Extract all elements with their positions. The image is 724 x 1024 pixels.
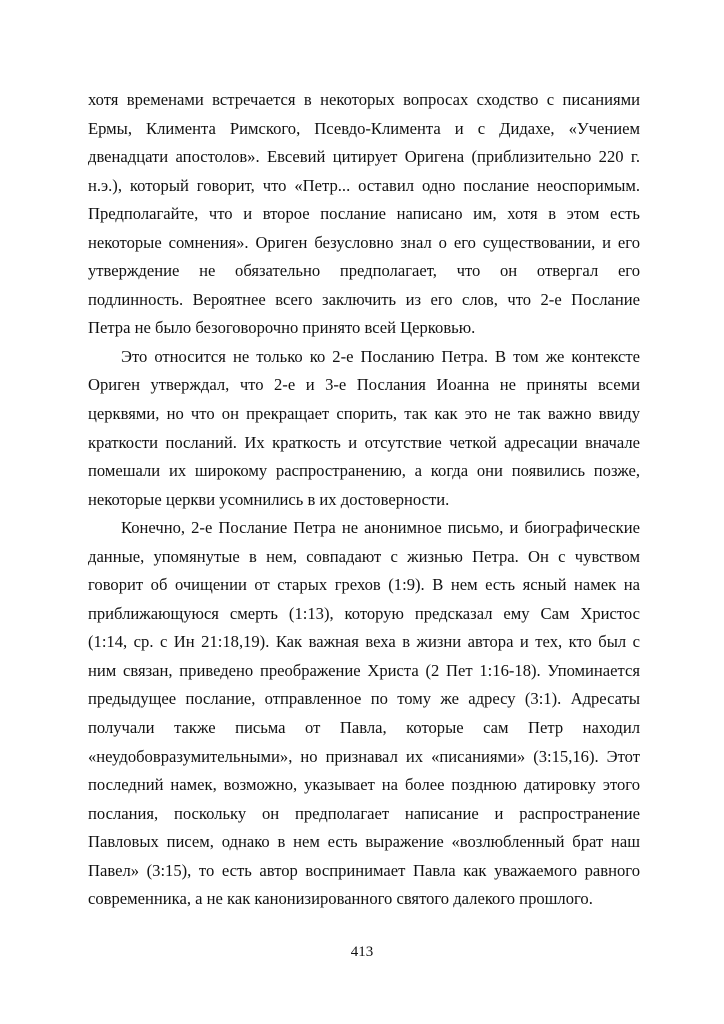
text-line: церквями, но что он прекращает спорить, так как это не так важно ввиду [88,404,640,424]
text-line: некоторые сомнения». Ориген безусловно знал о его существовании, и его [88,232,640,252]
text-line: современника, а не как канонизированного святого далекого прошлого. [88,889,593,909]
paragraph [88,343,640,514]
text-line: говорит об очищении от старых грехов (1:9). В нем есть ясный намек на [88,575,640,595]
text-line: Ориген утверждал, что 2-е и 3-е Послания Иоанна не приняты всеми [88,375,640,395]
text-line: Павловых писем, однако в нем есть выражение «возлюбленный брат наш [88,832,640,852]
text-line: Предполагайте, что и второе послание написано им, хотя в этом есть [88,204,640,224]
text-line: краткости посланий. Их краткость и отсутствие четкой адресации вначале [88,432,640,452]
text-line: Конечно, 2-е Послание Петра не анонимное письмо, и биографические [121,518,640,538]
body-text [88,86,640,914]
text-line: хотя временами встречается в некоторых вопросах сходство с писаниями [88,90,640,109]
text-line: н.э.), который говорит, что «Петр... оставил одно послание неоспоримым. [88,175,640,195]
text-line: Петра не было безоговорочно принято всей Церковью. [88,318,476,338]
text-line: Павел» (3:15), то есть автор воспринимает Павла как уважаемого равного [88,860,640,880]
paragraph [88,514,640,914]
text-line: данные, упомянутые в нем, совпадают с жизнью Петра. Он с чувством [88,546,640,566]
text-line: Ермы, Климента Римского, Псевдо-Климента и с Дидахе, «Учением [88,118,640,138]
text-line: приближающуюся смерть (1:13), которую предсказал ему Сам Христос [88,603,640,623]
text-line: последний намек, возможно, указывает на более позднюю датировку этого [88,775,640,795]
text-line: (1:14, ср. с Ин 21:18,19). Как важная веха в жизни автора и тех, кто был с [88,632,640,652]
text-line: помешали их широкому распространению, а когда они появились позже, [88,461,640,481]
paragraph [88,86,640,343]
text-line: утверждение не обязательно предполагает, что он отвергал его [88,261,640,281]
text-line: двенадцати апостолов». Евсевий цитирует Оригена (приблизительно 220 г. [88,147,640,167]
text-line: некоторые церкви усомнились в их достоверности. [88,489,450,509]
text-line: Это относится не только ко 2-е Посланию Петра. В том же контексте [121,346,640,366]
text-line: «неудобовразумительными», но признавал их «писаниями» (3:15,16). Этот [88,746,640,766]
text-line: ним связан, приведено преображение Христа (2 Пет 1:16-18). Упоминается [88,660,640,680]
text-line: послания, поскольку он предполагает написание и распространение [88,803,640,823]
page-number: 413 [350,944,374,960]
text-line: подлинность. Вероятнее всего заключить из его слов, что 2-е Послание [88,289,640,309]
text-line: предыдущее послание, отправленное по тому же адресу (3:1). Адресаты [88,689,640,709]
text-line: получали также письма от Павла, которые сам Петр находил [88,718,640,738]
